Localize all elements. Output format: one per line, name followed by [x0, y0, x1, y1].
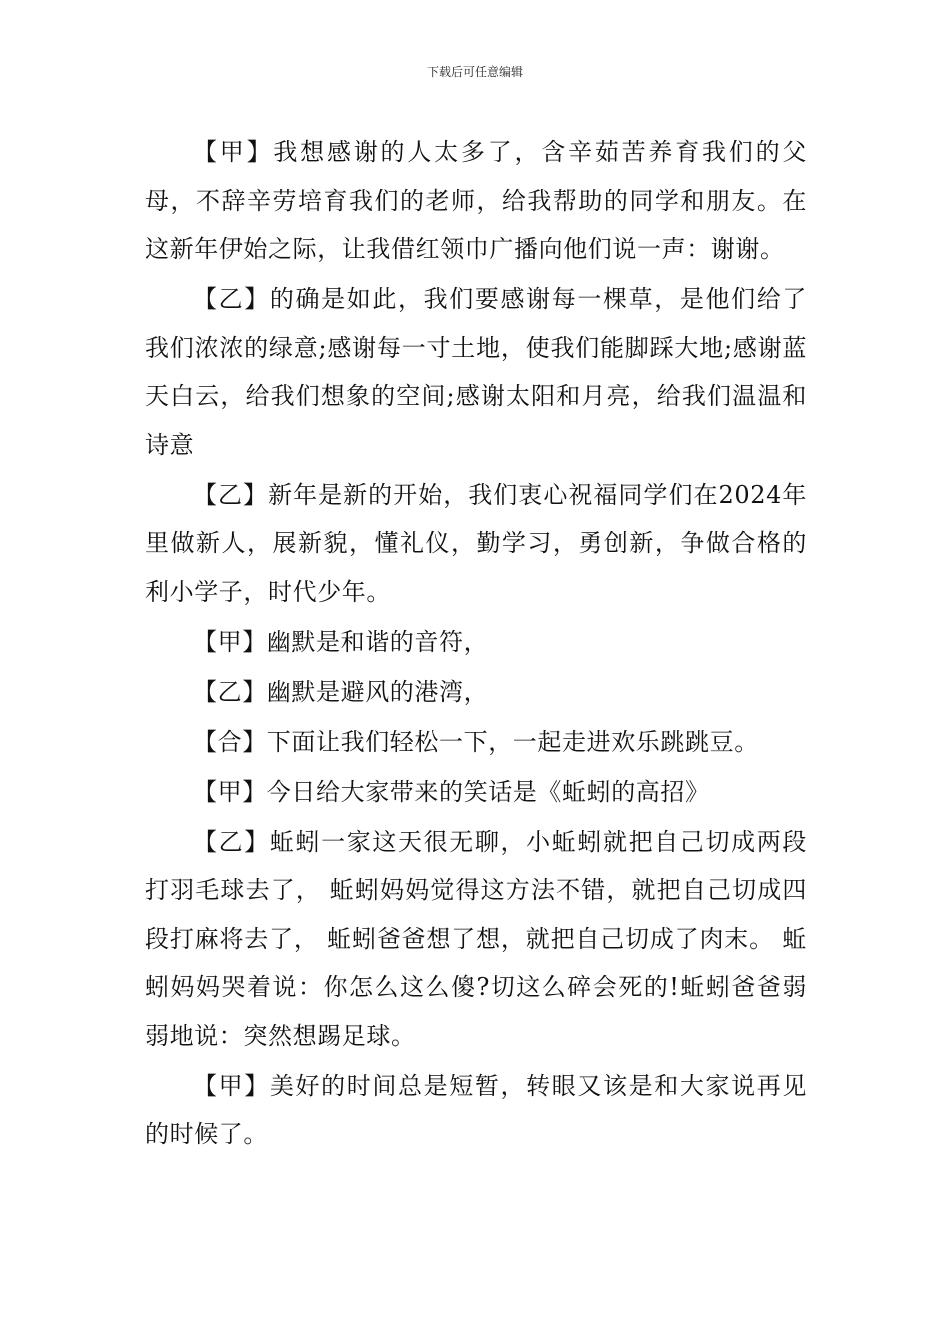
- paragraph-joke-intro: 【甲】今日给大家带来的笑话是《蚯蚓的高招》: [193, 777, 710, 806]
- paragraph-together-relax: 【合】下面让我们轻松一下，一起走进欢乐跳跳豆。: [193, 727, 759, 756]
- page-header-note: 下载后可任意编辑: [426, 65, 523, 79]
- paragraph-humor-harbor: 【乙】幽默是避风的港湾，: [193, 677, 489, 706]
- paragraph-joke-story: 【乙】蚯蚓一家这天很无聊，小蚯蚓就把自己切成两段打羽毛球去了， 蚯蚓妈妈觉得这方法不错，就把自己切成四段打麻将去了， 蚯蚓爸爸想了想，就把自己切成了肉末。 蚯蚓妈妈哭着说：你怎么这么傻?切这么碎会死的!蚯蚓爸爸弱弱地说：突然想踢足球。: [145, 827, 807, 1050]
- paragraph-gratitude-nature: 【乙】的确是如此，我们要感谢每一棵草，是他们给了我们浓浓的绿意;感谢每一寸土地，使我们能脚踩大地;感谢蓝天白云，给我们想象的空间;感谢太阳和月亮，给我们温温和诗意: [145, 285, 807, 459]
- paragraph-humor-harmony: 【甲】幽默是和谐的音符，: [193, 627, 489, 656]
- paragraph-thanks: 【甲】我想感谢的人太多了，含辛茹苦养育我们的父母，不辞辛劳培育我们的老师，给我帮助的同学和朋友。在这新年伊始之际，让我借红领巾广播向他们说一声：谢谢。: [145, 138, 807, 263]
- paragraph-farewell: 【甲】美好的时间总是短暂，转眼又该是和大家说再见的时候了。: [145, 1071, 807, 1148]
- paragraph-new-year-wishes: 【乙】新年是新的开始，我们衷心祝福同学们在2024年里做新人，展新貌，懂礼仪，勤学习，勇创新，争做合格的利小学子，时代少年。: [145, 480, 807, 606]
- document-body: [145, 128, 807, 1159]
